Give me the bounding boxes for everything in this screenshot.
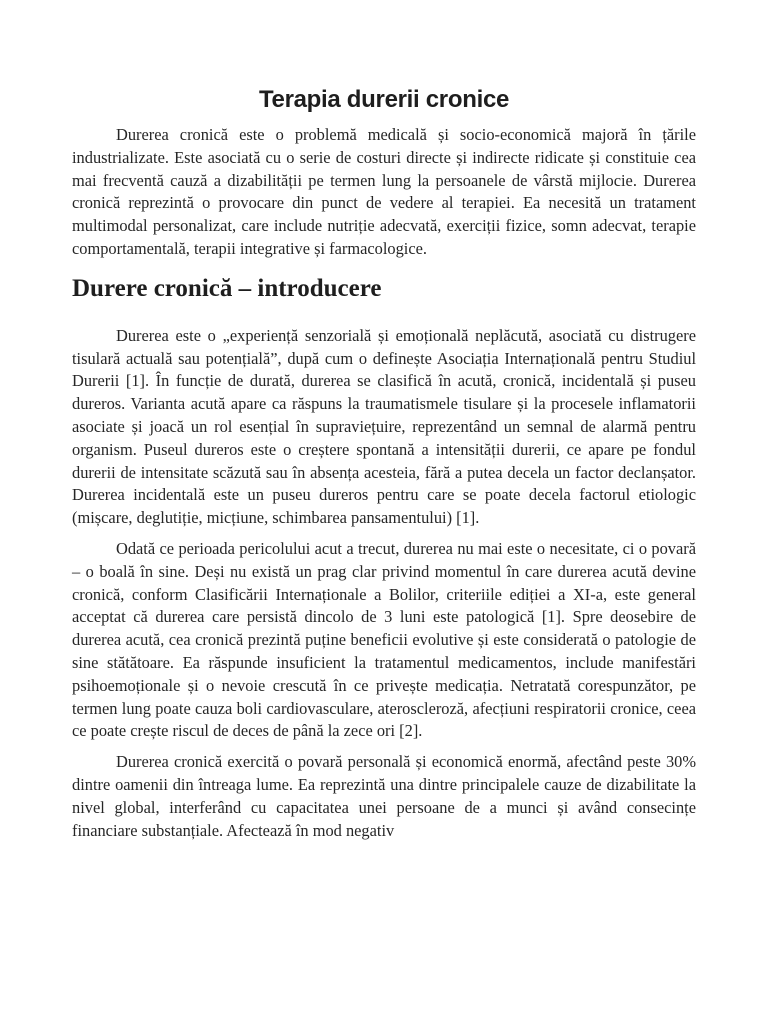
section-heading: Durere cronică – introducere [72, 274, 382, 302]
page-title: Terapia durerii cronice [258, 86, 510, 113]
intro-paragraph: Durerea cronică este o problemă medicală și socio-economică majoră în țările industrializate. Este asociată cu o serie de costuri directe și indirecte ridicate și constituie cea mai frecventă cauză a dizabilității pe termen lung la persoanele de vârstă mijlocie. Durerea cronică reprezintă o provocare din punct de vedere al terapiei. Ea necesită un tratament multimodal personalizat, care include nutriție adecvată, exerciții fizice, somn adecvat, terapie comportamentală, terapii integrative și farmacologice. [72, 125, 696, 258]
body-paragraph: Odată ce perioada pericolului acut a trecut, durerea nu mai este o necesitate, ci o povară – o boală în sine. Deși nu există un prag clar privind momentul în care durerea acută devine cronică, conform Clasificării Internaționale a Bolilor, criteriile ediției a XI-a, este general acceptat că durerea care persistă dincolo de 3 luni este patologică [1]. Spre deosebire de durerea acută, cea cronică prezintă puține beneficii evolutive și este considerată o patologie de sine stătătoare. Ea răspunde insuficient la tratamentul medicamentos, include manifestări psihoemoționale și o nevoie crescută în ce privește medicația. Netratată corespunzător, pe termen lung poate cauza boli cardiovasculare, ateroscleroză, afecțiuni respiratorii cronice, ceea ce poate crește riscul de deces de până la zece ori [2]. [72, 538, 696, 741]
body-paragraph: Durerea cronică exercită o povară personală și economică enormă, afectând peste 30% dintre oamenii din întreaga lume. Ea reprezintă una dintre principalele cauze de dizabilitate la nivel global, interferând cu capacitatea unei persoane de a munci și având consecințe financiare substanțiale. Afectează în mod negativ [72, 752, 696, 840]
body-paragraph: Durerea este o „experiență senzorială și emoțională neplăcută, asociată cu distrugere tisulară actuală sau potențială”, după cum o definește Asociația Internațională pentru Studiul Durerii [1]. În funcție de durată, durerea se clasifică în acută, cronică, incidentală și puseu dureros. Varianta acută apare ca răspuns la traumatismele tisulare și la procesele inflamatorii asociate și joacă un rol esențial în supraviețuire, reprezentând un semnal de alarmă pentru organism. Puseul dureros este o creștere spontană a intensității durerii, ce apare pe fondul durerii de intensitate scăzută sau în absența acesteia, fără a putea decela un factor declanșator. Durerea incidentală este un puseu dureros pentru care se poate decela factorul etiologic (mișcare, deglutiție, micțiune, schimbarea pansamentului) [1]. [72, 325, 696, 528]
document-page [72, 86, 696, 850]
